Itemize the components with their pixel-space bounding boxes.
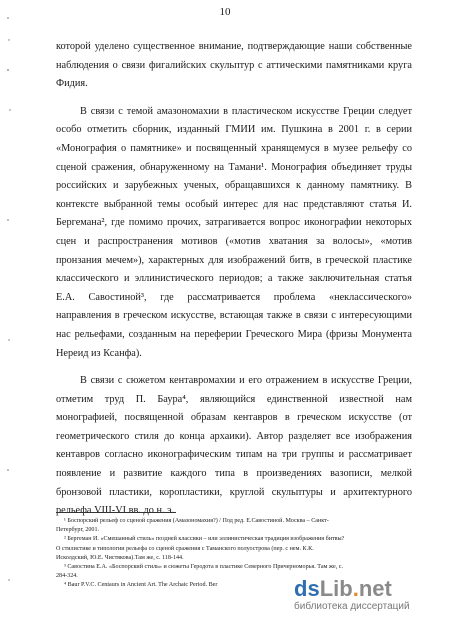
body-line: сценой сражения, обнаруженному на Тамани¹. Монография объединяет труды xyxy=(56,161,412,173)
body-line: Е.А. Савостиной³, где рассматривается проблема «неклассического» xyxy=(56,291,412,303)
body-line: которой уделено существенное внимание, подтверждающие наши собственные xyxy=(56,41,412,52)
footnote-line: ¹ Боспорский рельеф со сценой сражения (Амазономахия?) / Под ред. Е.Савостиной. Москва – Санкт- xyxy=(64,518,329,524)
body-line: российских и зарубежных ученых, обращавшихся к данному памятнику. В xyxy=(56,180,412,192)
body-line: контексте выбранной темы особый интерес для нас представляют статья И. xyxy=(56,198,412,210)
body-line: классического и эллинистического периодов; а также заключительная статья xyxy=(56,273,412,285)
footnote-line: Петербург, 2001. xyxy=(56,527,100,534)
body-line: наблюдения о связи фигалийских скульптур с аттическими памятниками круга xyxy=(56,59,412,71)
page-number: 10 xyxy=(219,6,231,18)
body-text xyxy=(56,38,412,521)
body-line: отметим труд П. Баура⁴, являющийся единственной известной нам xyxy=(56,393,412,405)
body-line: нас рельефами, созданным на переферии Греческого Мира (фризы Монумента xyxy=(56,328,412,340)
body-line: монографией, посвященной образам кентавров в греческом искусстве (от xyxy=(56,412,412,424)
body-line: кентавров согласно иконографическим типам на три группы и рассматривает xyxy=(56,449,412,461)
body-line: появление и развитие каждого типа в произведениях вазописи, мелкой xyxy=(56,468,412,480)
body-line: «Монография о памятнике» и посвященный хранящемуся в музее рельефу со xyxy=(56,142,412,154)
body-line: В связи с темой амазономахии в пластическом искусстве Греции следует xyxy=(80,105,412,117)
body-line: Нереид из Ксанфа). xyxy=(56,347,142,359)
body-line: сцен и распространения мотивов («мотив хватания за волосы», «мотив xyxy=(56,235,412,247)
scan-margin-marks xyxy=(0,0,16,620)
footnote-line: ² Бергеман И. «Смешанный стиль» поздней классики – или эллинистическая традиция изображения битвы? xyxy=(64,536,345,543)
paragraph-gap xyxy=(56,94,412,103)
watermark-tagline: библиотека диссертаций xyxy=(294,601,410,612)
body-line: геометрического стиля до конца архаики). Автор разделяет все изображения xyxy=(56,430,412,442)
footnote-line: 284-324. xyxy=(56,573,78,580)
footnote-separator xyxy=(56,512,176,513)
body-line: рельефа VIII-VI вв. до н. э. xyxy=(56,505,175,517)
body-line: бронзовой пластики, коропластики, круглой скульптуры и архитектурного xyxy=(56,486,412,498)
body-line: Фидия. xyxy=(56,78,88,90)
body-line: В связи с сюжетом кентавромахии и его отражением в искусстве Греции, xyxy=(80,375,412,387)
watermark-logo: dsLib.net xyxy=(294,576,392,601)
footnote-line: Исколдский, Ю.Е. Чистякова).Там же, с. 118-144. xyxy=(56,554,184,561)
body-line: пронзания мечем»), характерных для изображений битв, в греческой пластике xyxy=(56,254,412,266)
dslib-watermark[interactable] xyxy=(294,576,444,616)
footnote-line: ³ Савостина Е.А. «Боспорский стиль» и сюжеты Геродота в пластике Северного Причерноморья. Там же, с. xyxy=(64,564,344,571)
body-line: особо отметить сборник, изданный ГМИИ им. Пушкина в 2001 г. в серии xyxy=(56,124,412,136)
footnote-line: ⁴ Baur P.V.C. Centaurs in Ancient Art. The Archaic Period. Ber xyxy=(64,582,218,589)
body-line: Бергемана², где помимо прочих, затрагивается вопрос иконографии некоторых xyxy=(56,217,412,229)
paragraph-gap xyxy=(56,363,412,372)
footnote-line: О стилистике и типологии рельефа со сценой сражения с Таманского полуострова (пер. с нем. К.К. xyxy=(56,545,314,552)
body-line: направления в греческом искусстве, встающая также в связи с интересующими xyxy=(56,310,412,322)
